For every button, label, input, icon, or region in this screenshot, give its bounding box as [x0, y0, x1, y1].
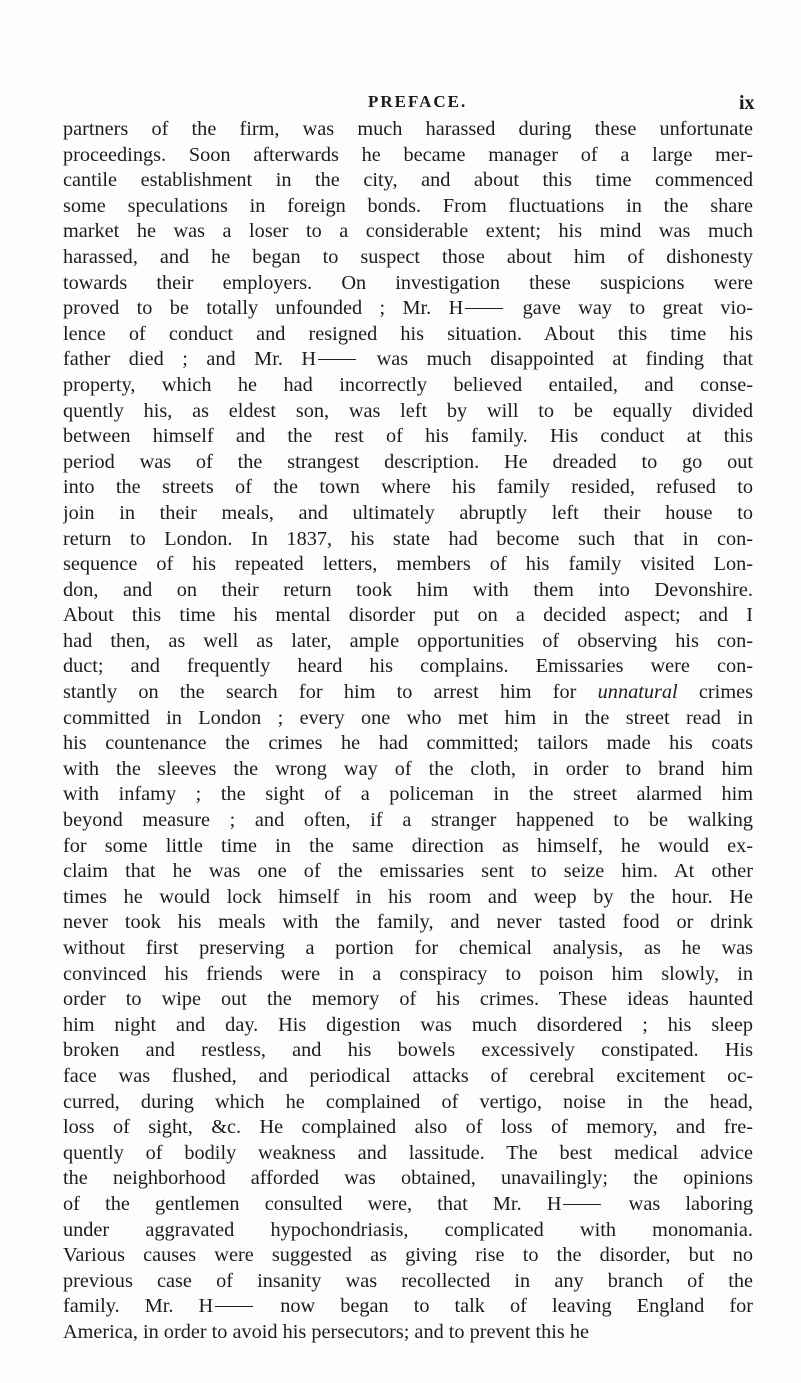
text-segment: proved to be totally unfounded ; Mr. H: [63, 297, 464, 320]
text-line: harassed, and he began to suspect those about him of dishonesty: [63, 245, 753, 268]
name-dash: [318, 359, 356, 360]
text-line: About this time his mental disorder put on a decided aspect; and I: [63, 604, 753, 627]
text-line: Various causes were suggested as giving rise to the disorder, but no: [63, 1244, 753, 1267]
text-line: market he was a loser to a considerable extent; his mind was much: [63, 220, 753, 243]
text-segment: gave way to great vio-: [505, 297, 753, 320]
text-segment: father died ; and Mr. H: [63, 348, 317, 371]
running-head: [0, 92, 801, 118]
text-line: don, and on their return took him with them into Devonshire.: [63, 578, 753, 601]
text-line: the neighborhood afforded was obtained, unavailingly; the opinions: [63, 1167, 753, 1190]
text-segment: was much disappointed at finding that: [358, 348, 753, 371]
body-text: [63, 117, 753, 1346]
text-line: his countenance the crimes he had committed; tailors made his coats: [63, 732, 753, 755]
text-segment: now began to talk of leaving England for: [255, 1295, 753, 1318]
text-line: order to wipe out the memory of his crimes. These ideas haunted: [63, 988, 753, 1011]
text-line: never took his meals with the family, and never tasted food or drink: [63, 911, 753, 934]
text-line: him night and day. His digestion was much disordered ; his sleep: [63, 1013, 753, 1036]
text-line: convinced his friends were in a conspiracy to poison him slowly, in: [63, 962, 753, 985]
text-line: property, which he had incorrectly believed entailed, and conse-: [63, 373, 753, 396]
text-line: sequence of his repeated letters, members of his family visited Lon-: [63, 553, 753, 576]
name-dash: [215, 1306, 253, 1307]
text-line: towards their employers. On investigation these suspicions were: [63, 271, 753, 294]
text-line: return to London. In 1837, his state had become such that in con-: [63, 527, 753, 550]
text-line: with infamy ; the sight of a policeman in the street alarmed him: [63, 783, 753, 806]
text-line: for some little time in the same direction as himself, he would ex-: [63, 834, 753, 857]
text-line: claim that he was one of the emissaries sent to seize him. At other: [63, 860, 753, 883]
text-line: previous case of insanity was recollected in any branch of the: [63, 1269, 753, 1292]
name-dash: [563, 1204, 601, 1205]
text-line: period was of the strangest description. He dreaded to go out: [63, 450, 753, 473]
text-line: lence of conduct and resigned his situation. About this time his: [63, 322, 753, 345]
text-line: partners of the firm, was much harassed during these unfortunate: [63, 118, 753, 140]
text-line: join in their meals, and ultimately abruptly left their house to: [63, 501, 753, 524]
text-line: [63, 680, 753, 706]
text-line: with the sleeves the wrong way of the cloth, in order to brand him: [63, 757, 753, 780]
text-line: beyond measure ; and often, if a stranger happened to be walking: [63, 809, 753, 832]
italic-text: unnatural: [597, 681, 678, 704]
text-line: quently of bodily weakness and lassitude. The best medical advice: [63, 1141, 753, 1164]
header-title: PREFACE.: [368, 92, 468, 111]
text-line: had then, as well as later, ample opportunities of observing his con-: [63, 629, 753, 652]
text-line: committed in London ; every one who met him in the street read in: [63, 706, 753, 729]
text-line: into the streets of the town where his family resided, refused to: [63, 476, 753, 499]
text-line: some speculations in foreign bonds. From fluctuations in the share: [63, 194, 753, 217]
text-segment: stantly on the search for him to arrest him for: [63, 681, 598, 704]
text-line: [63, 1192, 753, 1218]
text-line: face was flushed, and periodical attacks of cerebral excitement oc-: [63, 1064, 753, 1087]
text-segment: crimes: [677, 681, 753, 704]
text-line: duct; and frequently heard his complains. Emissaries were con-: [63, 655, 753, 678]
page-number: ix: [739, 92, 755, 114]
text-line: under aggravated hypochondriasis, complicated with monomania.: [63, 1218, 753, 1241]
text-line: [63, 296, 753, 322]
text-segment: was laboring: [603, 1192, 753, 1215]
text-line: broken and restless, and his bowels excessively constipated. His: [63, 1039, 753, 1062]
text-line: curred, during which he complained of vertigo, noise in the head,: [63, 1090, 753, 1113]
text-segment: of the gentlemen consulted were, that Mr. H: [63, 1192, 562, 1215]
text-segment: family. Mr. H: [63, 1295, 214, 1318]
text-line: times he would lock himself in his room and weep by the hour. He: [63, 885, 753, 908]
text-line: cantile establishment in the city, and about this time commenced: [63, 169, 753, 192]
text-line: [63, 1294, 753, 1320]
text-line: proceedings. Soon afterwards he became manager of a large mer-: [63, 143, 753, 166]
text-line: loss of sight, &c. He complained also of loss of memory, and fre-: [63, 1116, 753, 1139]
name-dash: [465, 308, 503, 309]
text-line: between himself and the rest of his family. His conduct at this: [63, 425, 753, 448]
text-line: quently his, as eldest son, was left by will to be equally divided: [63, 399, 753, 422]
text-line: [63, 347, 753, 373]
text-line: without first preserving a portion for chemical analysis, as he was: [63, 937, 753, 959]
text-line: America, in order to avoid his persecutors; and to prevent this he: [63, 1320, 590, 1343]
